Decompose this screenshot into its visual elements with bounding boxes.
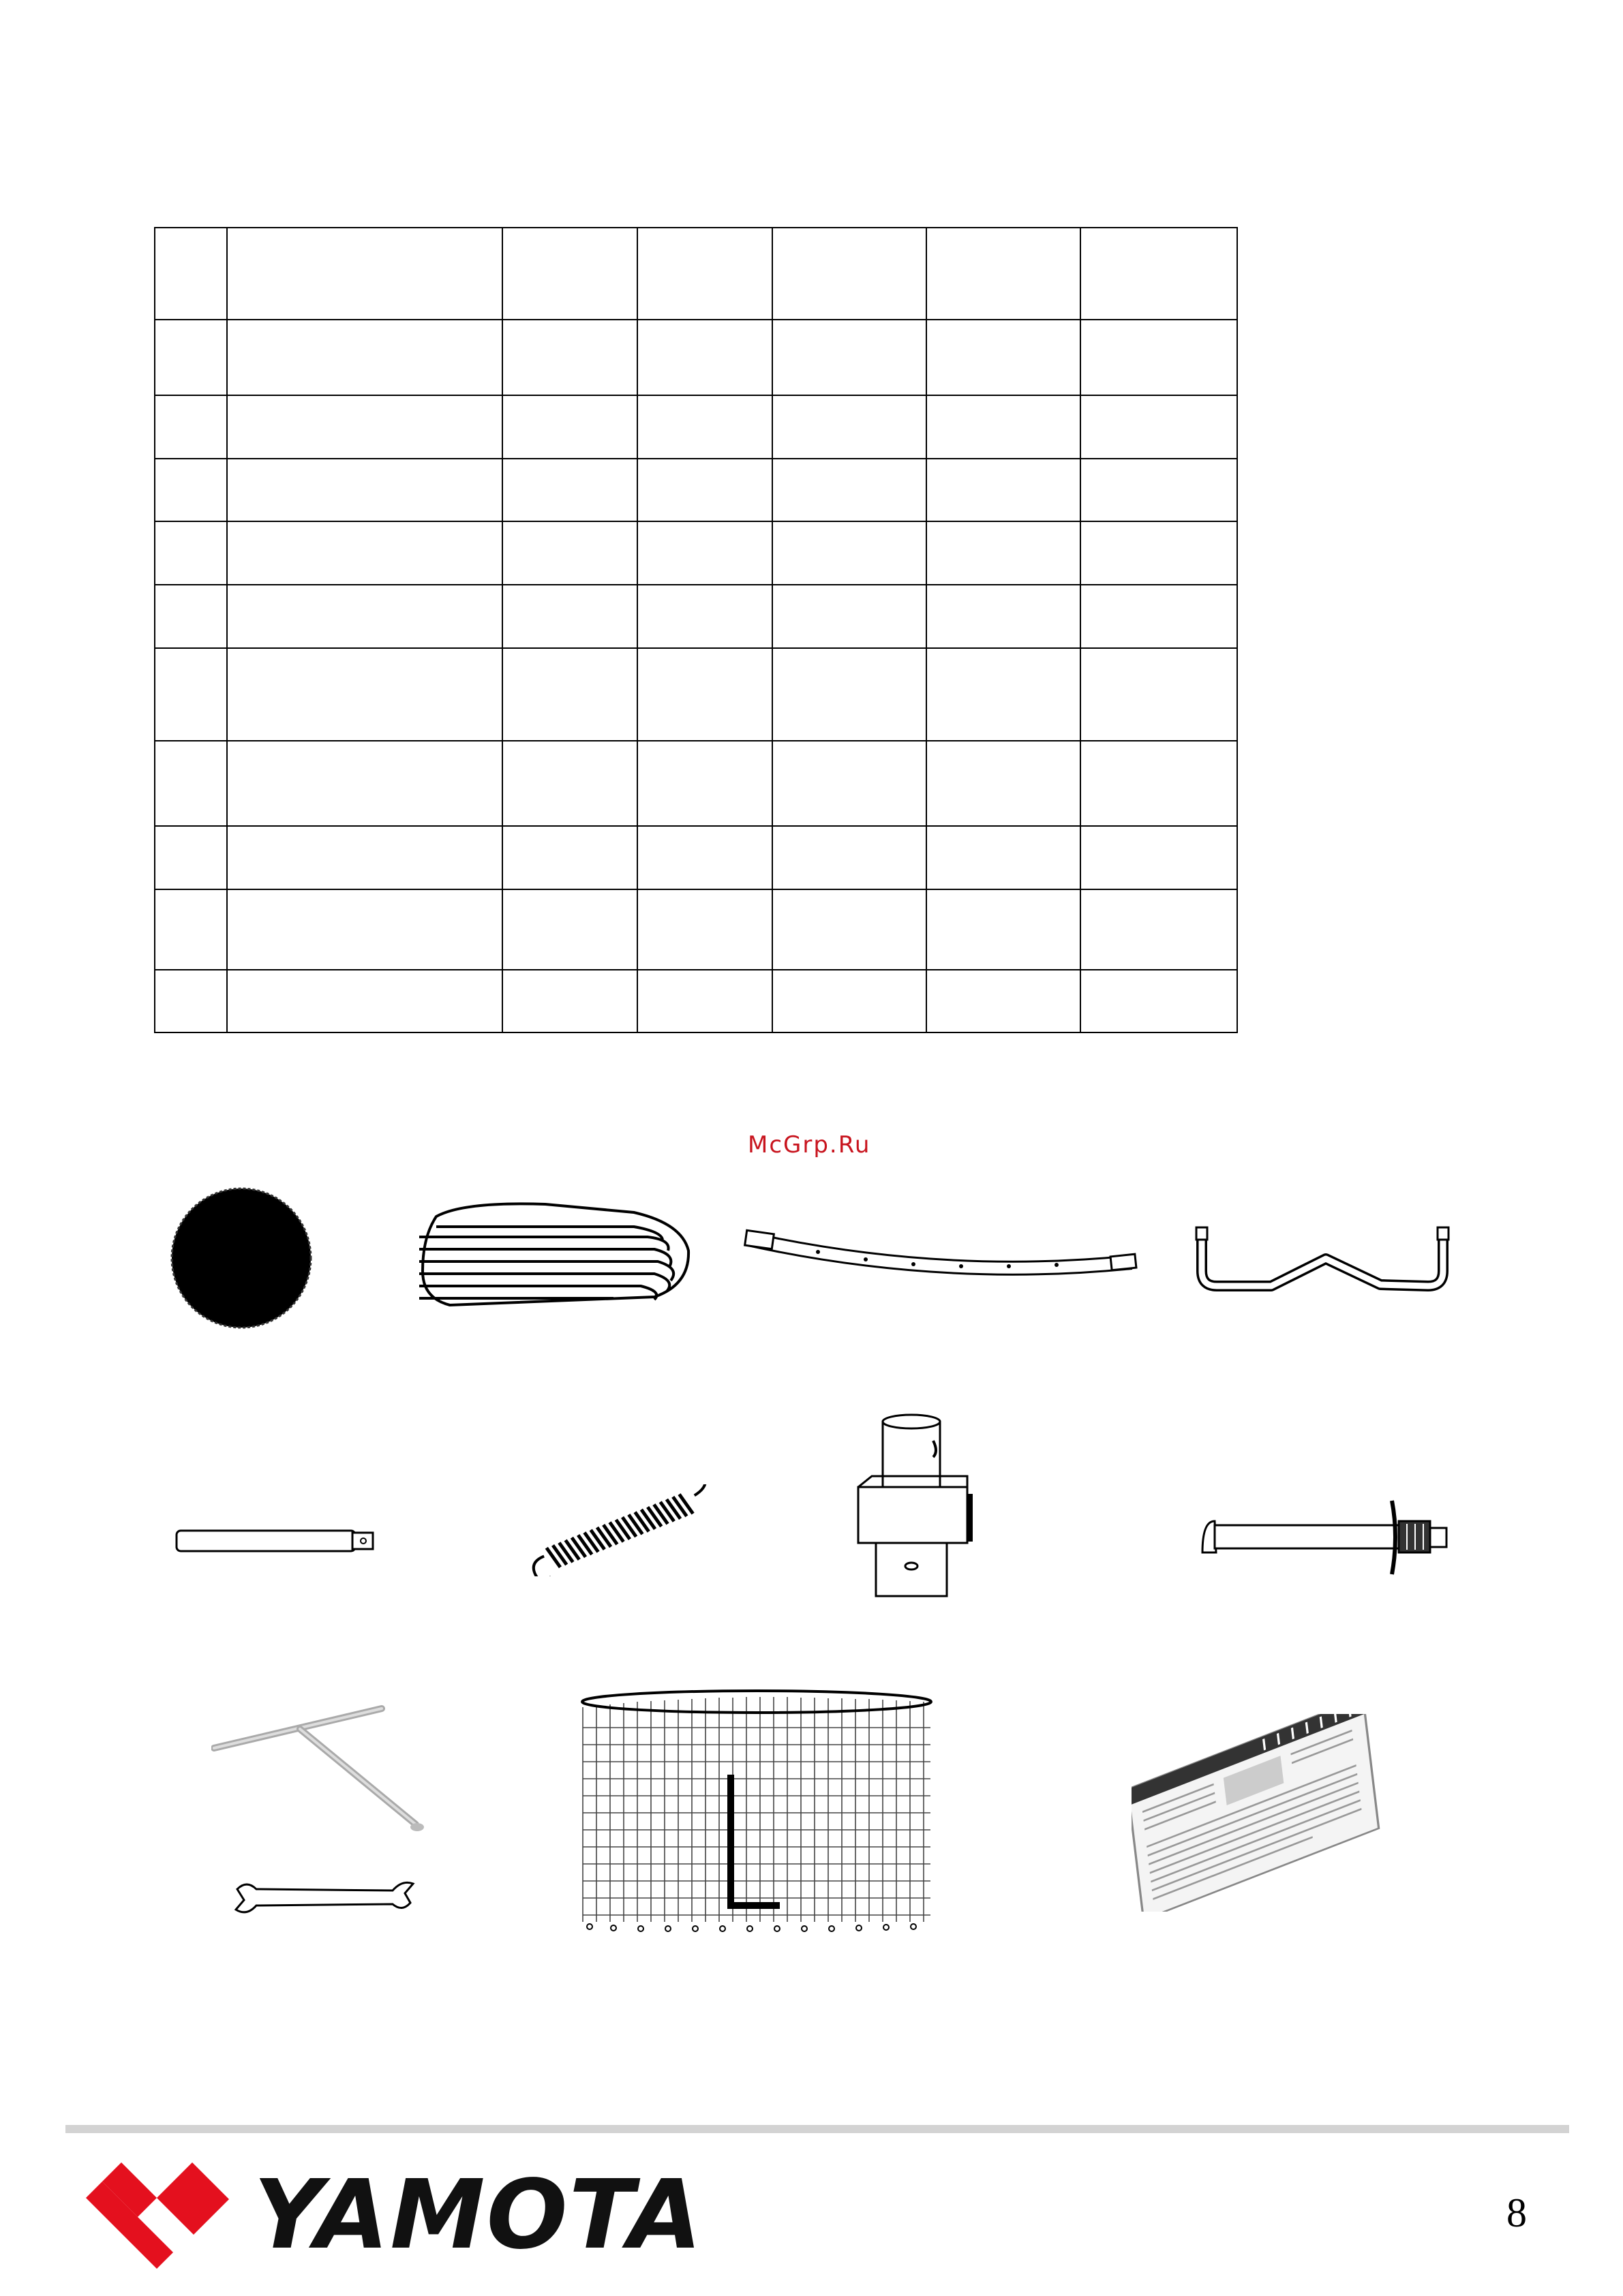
watermark: McGrp.Ru xyxy=(748,1131,871,1159)
t-hook-tool-image xyxy=(211,1700,443,1837)
table-cell xyxy=(772,395,926,459)
table-cell xyxy=(155,521,227,585)
table-cell xyxy=(1080,585,1237,648)
table-cell xyxy=(772,521,926,585)
table-cell xyxy=(155,320,227,395)
table-cell xyxy=(1080,521,1237,585)
wrench-image xyxy=(232,1874,416,1922)
page-number: 8 xyxy=(1506,2190,1527,2235)
curved-frame-tube-image xyxy=(743,1227,1138,1295)
table-cell xyxy=(227,228,502,320)
table-cell xyxy=(502,826,637,889)
table-cell xyxy=(637,741,772,826)
w-leg-image xyxy=(1189,1223,1462,1298)
table-cell xyxy=(637,228,772,320)
table-cell xyxy=(637,459,772,522)
table-cell xyxy=(155,889,227,970)
brand-name: YAMOTA xyxy=(254,2160,703,2271)
trampoline-mat-image xyxy=(166,1185,316,1332)
carriage-bolt-image xyxy=(1194,1494,1460,1582)
table-cell xyxy=(227,826,502,889)
table-cell xyxy=(502,648,637,741)
table-cell xyxy=(637,889,772,970)
table-cell xyxy=(502,459,637,522)
table-cell xyxy=(926,741,1080,826)
table-cell xyxy=(502,320,637,395)
table-cell xyxy=(772,826,926,889)
straight-connector-tube-image xyxy=(174,1525,378,1559)
table-cell xyxy=(926,970,1080,1032)
table-cell xyxy=(926,228,1080,320)
table-row xyxy=(155,459,1237,522)
table-cell xyxy=(926,521,1080,585)
t-connector-image xyxy=(849,1412,978,1603)
table-row xyxy=(155,741,1237,826)
table-cell xyxy=(502,889,637,970)
table-cell xyxy=(155,585,227,648)
table-cell xyxy=(502,741,637,826)
table-row xyxy=(155,826,1237,889)
allen-key-image xyxy=(727,1772,788,1922)
table-row xyxy=(155,889,1237,970)
spring-image xyxy=(519,1484,724,1576)
table-cell xyxy=(227,585,502,648)
table-cell xyxy=(926,585,1080,648)
table-cell xyxy=(926,826,1080,889)
table-cell xyxy=(1080,889,1237,970)
table-cell xyxy=(926,889,1080,970)
table-cell xyxy=(1080,741,1237,826)
table-cell xyxy=(772,741,926,826)
table-cell xyxy=(227,320,502,395)
table-cell xyxy=(926,320,1080,395)
table-cell xyxy=(772,648,926,741)
table-cell xyxy=(1080,320,1237,395)
yamota-logo-icon xyxy=(86,2162,229,2271)
table-cell xyxy=(1080,648,1237,741)
table-cell xyxy=(772,228,926,320)
table-cell xyxy=(155,459,227,522)
table-cell xyxy=(155,826,227,889)
table-cell xyxy=(155,228,227,320)
table-cell xyxy=(1080,970,1237,1032)
table-cell xyxy=(926,395,1080,459)
table-row xyxy=(155,320,1237,395)
table-cell xyxy=(926,459,1080,522)
table-row xyxy=(155,521,1237,585)
parts-table xyxy=(154,227,1238,1033)
table-cell xyxy=(227,395,502,459)
safety-pad-image xyxy=(409,1196,695,1312)
table-cell xyxy=(637,585,772,648)
table-cell xyxy=(772,320,926,395)
table-row xyxy=(155,648,1237,741)
footer-rule xyxy=(65,2125,1569,2133)
table-cell xyxy=(502,395,637,459)
table-cell xyxy=(926,648,1080,741)
table-row xyxy=(155,395,1237,459)
table-cell xyxy=(1080,826,1237,889)
table-cell xyxy=(227,889,502,970)
table-cell xyxy=(502,585,637,648)
table-cell xyxy=(502,521,637,585)
table-cell xyxy=(637,970,772,1032)
table-cell xyxy=(227,970,502,1032)
table-cell xyxy=(772,459,926,522)
table-row xyxy=(155,585,1237,648)
table-cell xyxy=(772,889,926,970)
table-cell xyxy=(637,320,772,395)
table-cell xyxy=(502,228,637,320)
table-cell xyxy=(1080,395,1237,459)
table-cell xyxy=(155,395,227,459)
table-cell xyxy=(1080,459,1237,522)
table-cell xyxy=(772,585,926,648)
table-cell xyxy=(227,459,502,522)
table-cell xyxy=(227,648,502,741)
table-cell xyxy=(637,648,772,741)
table-cell xyxy=(637,521,772,585)
table-cell xyxy=(637,395,772,459)
table-cell xyxy=(155,648,227,741)
table-cell xyxy=(155,741,227,826)
table-cell xyxy=(227,521,502,585)
table-cell xyxy=(1080,228,1237,320)
table-cell xyxy=(637,826,772,889)
table-cell xyxy=(502,970,637,1032)
instruction-manual-image xyxy=(1132,1714,1418,1912)
table-cell xyxy=(772,970,926,1032)
table-row xyxy=(155,228,1237,320)
table-row xyxy=(155,970,1237,1032)
table-cell xyxy=(227,741,502,826)
table-cell xyxy=(155,970,227,1032)
